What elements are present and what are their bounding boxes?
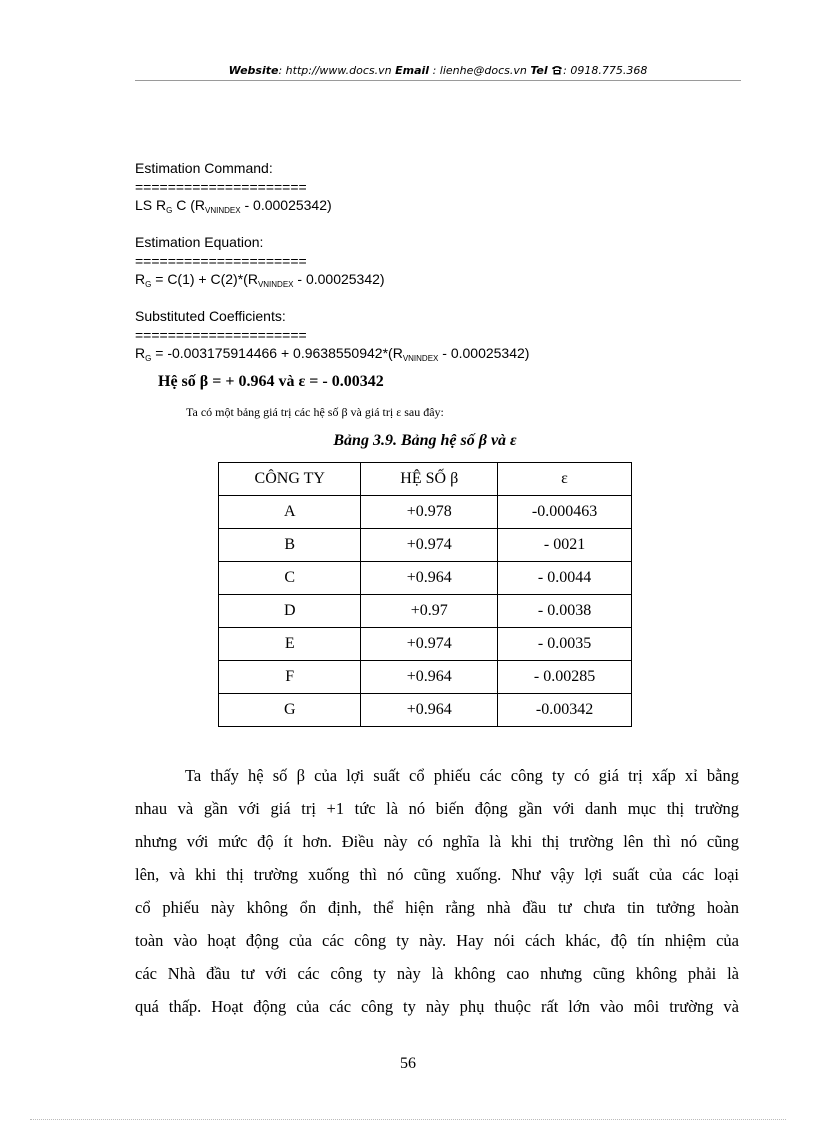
cell-epsilon: - 0021 [498, 529, 632, 562]
cell-beta: +0.964 [361, 562, 498, 595]
cell-company: G [219, 694, 361, 727]
header-beta: HỆ SỐ β [361, 463, 498, 496]
cell-epsilon: - 0.0038 [498, 595, 632, 628]
body-paragraph [135, 759, 739, 1023]
footer-divider [30, 1119, 786, 1120]
cell-epsilon: - 0.0044 [498, 562, 632, 595]
email-label: Email [395, 64, 430, 77]
table-row [219, 595, 632, 628]
subst-title: Substituted Coefficients: [135, 308, 286, 324]
paragraph-line: Ta thấy hệ số β của lợi suất cổ phiếu các công ty có giá trị xấp xỉ bằng [185, 766, 739, 785]
page-number: 56 [400, 1055, 416, 1072]
table-row [219, 694, 632, 727]
table-caption: Bảng 3.9. Bảng hệ số β và ε [333, 432, 517, 449]
cell-company: F [219, 661, 361, 694]
website-label: Website [228, 64, 279, 77]
cell-company: C [219, 562, 361, 595]
cell-beta: +0.978 [361, 496, 498, 529]
cell-epsilon: - 0.00285 [498, 661, 632, 694]
phone-icon [551, 64, 563, 77]
equation-title: Estimation Equation: [135, 234, 264, 250]
table-row [219, 529, 632, 562]
paragraph-line: toàn vào hoạt động của các công ty này. Hay nói cách khác, độ tín nhiệm của [135, 931, 739, 950]
cell-company: E [219, 628, 361, 661]
cell-epsilon: -0.00342 [498, 694, 632, 727]
paragraph-line: các Nhà đầu tư với các công ty này là không cao nhưng cũng không phải là [135, 964, 739, 983]
cell-epsilon: -0.000463 [498, 496, 632, 529]
beta-summary: Hệ số β = + 0.964 và ε = - 0.00342 [158, 373, 384, 390]
paragraph-line: nhau và gần với giá trị +1 tức là nó biến động gần với danh mục thị trường [135, 799, 739, 818]
cell-beta: +0.964 [361, 661, 498, 694]
paragraph-line: lên, và khi thị trường xuống thì nó cũng xuống. Như vậy lợi suất của các loại [135, 865, 739, 884]
table-intro: Ta có một bảng giá trị các hệ số β và giá trị ε sau đây: [186, 405, 444, 419]
header-divider [135, 80, 741, 81]
table-row [219, 628, 632, 661]
command-title: Estimation Command: [135, 160, 273, 176]
cell-epsilon: - 0.0035 [498, 628, 632, 661]
page-header [135, 64, 741, 77]
cell-beta: +0.964 [361, 694, 498, 727]
header-company: CÔNG TY [219, 463, 361, 496]
subst-line: $R_G = -0.003175914466 + 0.9638550942*(R_{VNINDEX} - 0.00025342)$ [135, 345, 530, 363]
cell-beta: +0.97 [361, 595, 498, 628]
coefficient-table [218, 462, 632, 727]
website-url[interactable]: : http://www.docs.vn [278, 64, 392, 77]
table-row [219, 661, 632, 694]
email-value[interactable]: : lienhe@docs.vn [432, 64, 527, 77]
paragraph-line: cổ phiếu này không ổn định, thể hiện rằng nhà đầu tư chưa tin tưởng hoàn [135, 898, 739, 917]
cell-company: D [219, 595, 361, 628]
command-line: LS $R_G$ C $(R_{VNINDEX} - 0.00025342)$ [135, 197, 332, 215]
command-rule: ===================== [135, 179, 307, 195]
paragraph-line: nhưng với mức độ ít hơn. Điều này có nghĩa là khi thị trường lên thì nó cũng [135, 832, 739, 851]
equation-rule: ===================== [135, 253, 307, 269]
table-row [219, 562, 632, 595]
subst-rule: ===================== [135, 327, 307, 343]
tel-value: : 0918.775.368 [563, 64, 648, 77]
equation-line: $R_G = C(1) + C(2)*(R_{VNINDEX} - 0.00025342)$ [135, 271, 385, 289]
cell-beta: +0.974 [361, 529, 498, 562]
table-header-row [219, 463, 632, 496]
table-row [219, 496, 632, 529]
header-epsilon: ε [498, 463, 632, 496]
tel-label: Tel [530, 64, 548, 77]
cell-beta: +0.974 [361, 628, 498, 661]
paragraph-line: quá thấp. Hoạt động của các công ty này phụ thuộc rất lớn vào môi trường và [135, 997, 739, 1016]
cell-company: A [219, 496, 361, 529]
cell-company: B [219, 529, 361, 562]
